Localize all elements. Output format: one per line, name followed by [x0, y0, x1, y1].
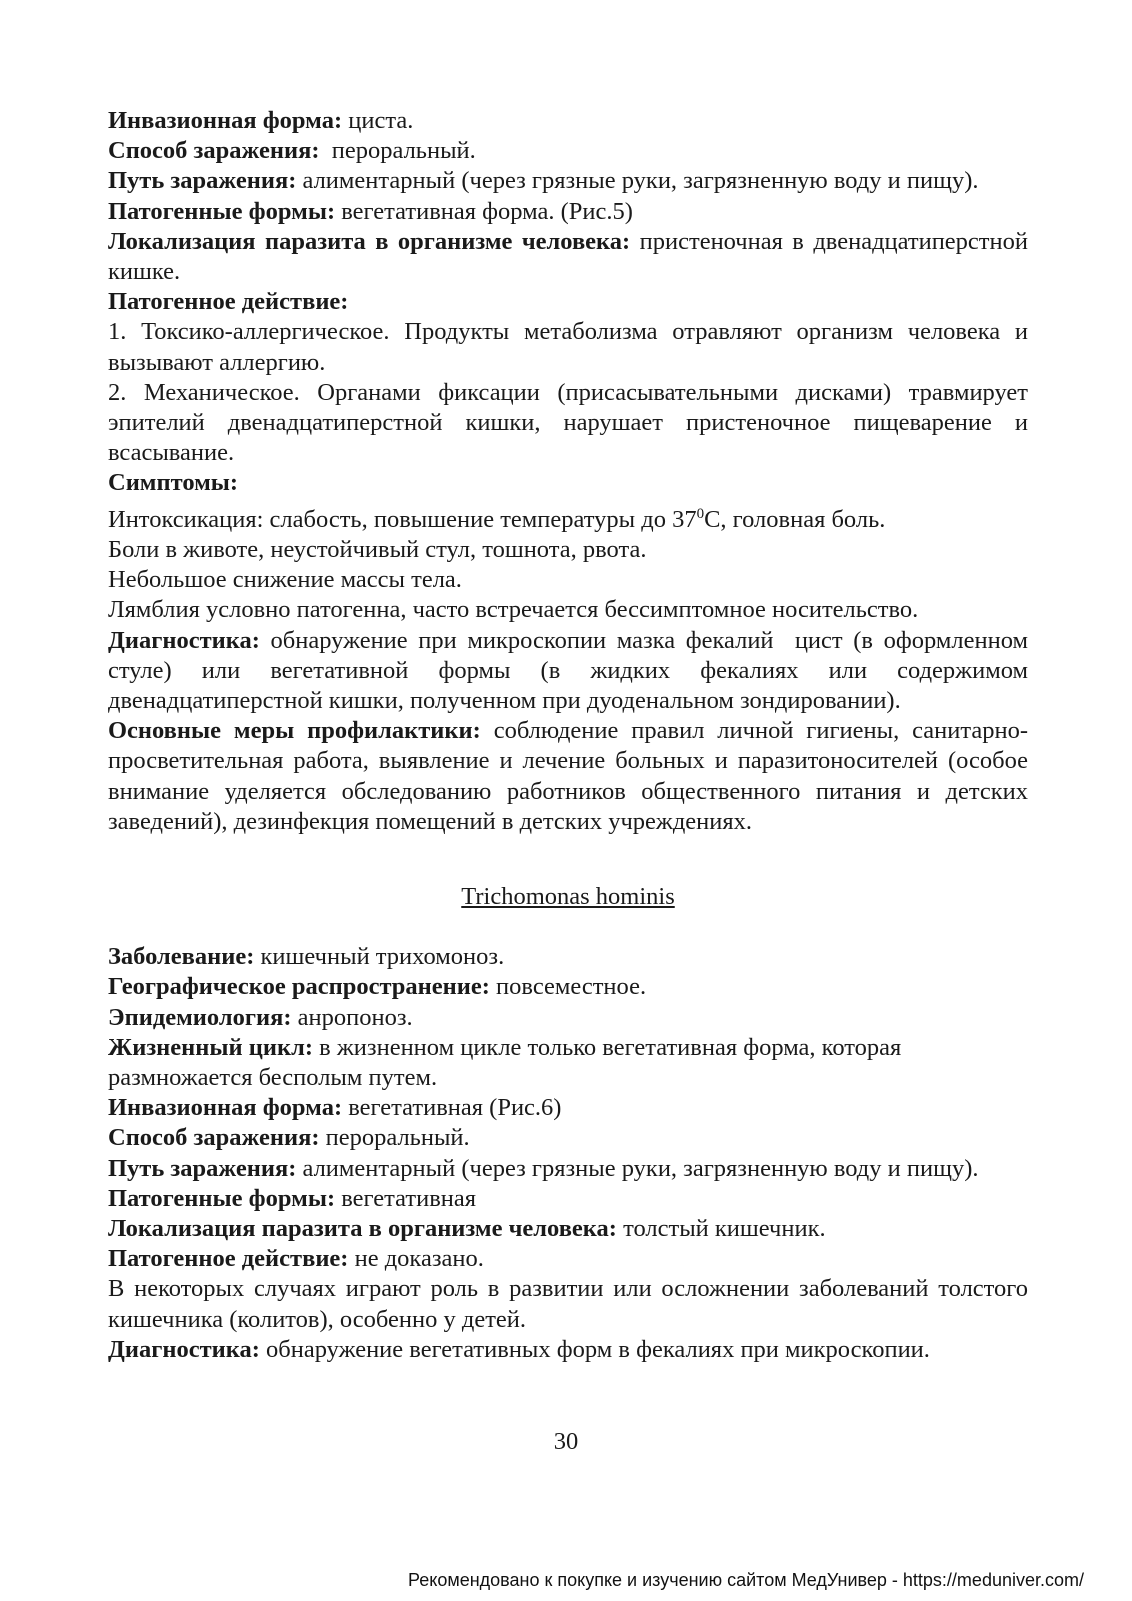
field-label: Способ заражения:: [108, 1124, 320, 1152]
field-value: алиментарный (через грязные руки, загрязненную воду и пищу).: [296, 167, 979, 195]
section-title: Trichomonas hominis: [461, 883, 675, 911]
giardia-infection-route: [108, 166, 1028, 196]
trichomonas-localization: [108, 1214, 1028, 1244]
field-label: Патогенные формы:: [108, 197, 336, 225]
field-label: Заболевание:: [108, 943, 255, 971]
field-label: Патогенные формы:: [108, 1184, 336, 1212]
field-label: Диагностика:: [108, 626, 260, 654]
field-label: Локализация паразита в организме человека:: [108, 227, 631, 255]
footer-recommendation: Рекомендовано к покупке и изучению сайтом МедУнивер - https://meduniver.com/: [408, 1570, 1084, 1590]
field-value: вегетативная форма. (Рис.5): [335, 197, 633, 225]
field-label: Инвазионная форма:: [108, 1094, 343, 1122]
field-value: пристеночная в двенадцатиперстной кишке.: [108, 227, 1028, 286]
trichomonas-disease: [108, 942, 1028, 972]
field-label: Патогенное действие:: [108, 288, 349, 316]
field-label: Симптомы:: [108, 469, 239, 497]
trichomonas-life-cycle: [108, 1033, 1028, 1093]
field-value: повсеместное.: [489, 973, 647, 1001]
field-label: Диагностика:: [108, 1335, 260, 1363]
giardia-pathogenic-action-heading: [108, 287, 1028, 317]
field-value: кишечный трихомоноз.: [254, 943, 505, 971]
field-label: Способ заражения:: [108, 137, 320, 165]
field-label: Путь заражения:: [108, 167, 297, 195]
field-value: пероральный.: [319, 137, 476, 165]
trichomonas-invasive-form: [108, 1093, 1028, 1123]
field-value: алиментарный (через грязные руки, загрязненную воду и пищу).: [296, 1154, 979, 1182]
field-value: обнаружение при микроскопии мазка фекалий цист (в оформленном стуле) или вегетативной формы (в жидких фекалиях или содержимом двенадцатиперстной кишки, полученном при дуоденальном зондировании).: [108, 626, 1035, 715]
giardia-prevention: [108, 716, 1028, 837]
giardia-symptom-line: [108, 499, 1028, 535]
field-value: циста.: [342, 107, 414, 134]
field-label: Инвазионная форма:: [108, 107, 343, 134]
giardia-pathogenic-action-item: 2. Механическое. Органами фиксации (присасывательными дисками) травмирует эпителий двенадцатиперстной кишки, нарушает пристеночное пищеварение и всасывание.: [108, 378, 1028, 467]
trichomonas-pathogenic-forms: [108, 1184, 1028, 1214]
trichomonas-epidemiology: [108, 1003, 1028, 1033]
trichomonas-diagnostics: [108, 1335, 1028, 1365]
giardia-symptom-line: Небольшое снижение массы тела.: [108, 566, 462, 594]
field-label: Локализация паразита в организме человека:: [108, 1215, 617, 1243]
field-label: Путь заражения:: [108, 1154, 297, 1182]
giardia-diagnostics: [108, 626, 1035, 717]
trichomonas-pathogenic-action: [108, 1244, 1028, 1274]
trichomonas-infection-method: [108, 1123, 1028, 1153]
symptom-text: Интоксикация: слабость, повышение температуры до 37: [108, 505, 697, 533]
field-value: в жизненном цикле только вегетативная форма, которая размножается бесполым путем.: [108, 1033, 902, 1092]
field-value: соблюдение правил личной гигиены, санитарно-просветительная работа, выявление и лечение больных и паразитоносителей (особое внимание уделяется обследованию работников общественного питания и детских заведений), дезинфекция помещений в детских учреждениях.: [108, 717, 1028, 835]
field-label: Географическое распространение:: [108, 973, 490, 1001]
giardia-pathogenic-forms: [108, 197, 1028, 227]
field-value: вегетативная (Рис.6): [342, 1094, 562, 1122]
field-value: не доказано.: [348, 1245, 484, 1273]
trichomonas-note: В некоторых случаях играют роль в развитии или осложнении заболеваний толстого кишечника (колитов), особенно у детей.: [108, 1275, 1028, 1333]
giardia-symptoms-heading: [108, 468, 1028, 498]
trichomonas-geography: [108, 972, 1028, 1002]
field-label: Основные меры профилактики:: [108, 717, 481, 745]
field-label: Жизненный цикл:: [108, 1033, 314, 1061]
temperature-superscript: 0: [696, 505, 705, 522]
field-value: вегетативная: [335, 1184, 477, 1212]
giardia-localization: [108, 227, 1028, 287]
giardia-invasive-form: [108, 106, 1028, 136]
field-label: Эпидемиология:: [108, 1003, 292, 1031]
giardia-pathogenic-action-item: 1. Токсико-аллергическое. Продукты метаболизма отравляют организм человека и вызывают аллергию.: [108, 318, 1028, 376]
symptom-text: С, головная боль.: [704, 505, 886, 533]
field-value: толстый кишечник.: [616, 1215, 826, 1243]
giardia-symptom-line: Боли в животе, неустойчивый стул, тошнота, рвота.: [108, 536, 647, 563]
giardia-symptom-line: Лямблия условно патогенна, часто встречается бессимптомное носительство.: [108, 596, 919, 624]
page-number: 30: [553, 1428, 579, 1455]
trichomonas-infection-route: [108, 1154, 1028, 1184]
field-value: обнаружение вегетативных форм в фекалиях при микроскопии.: [259, 1335, 930, 1363]
field-label: Патогенное действие:: [108, 1245, 349, 1273]
page-body: [108, 106, 1035, 1365]
giardia-infection-method: [108, 136, 1028, 166]
field-value: анропоноз.: [291, 1003, 413, 1031]
field-value: пероральный.: [319, 1124, 470, 1152]
